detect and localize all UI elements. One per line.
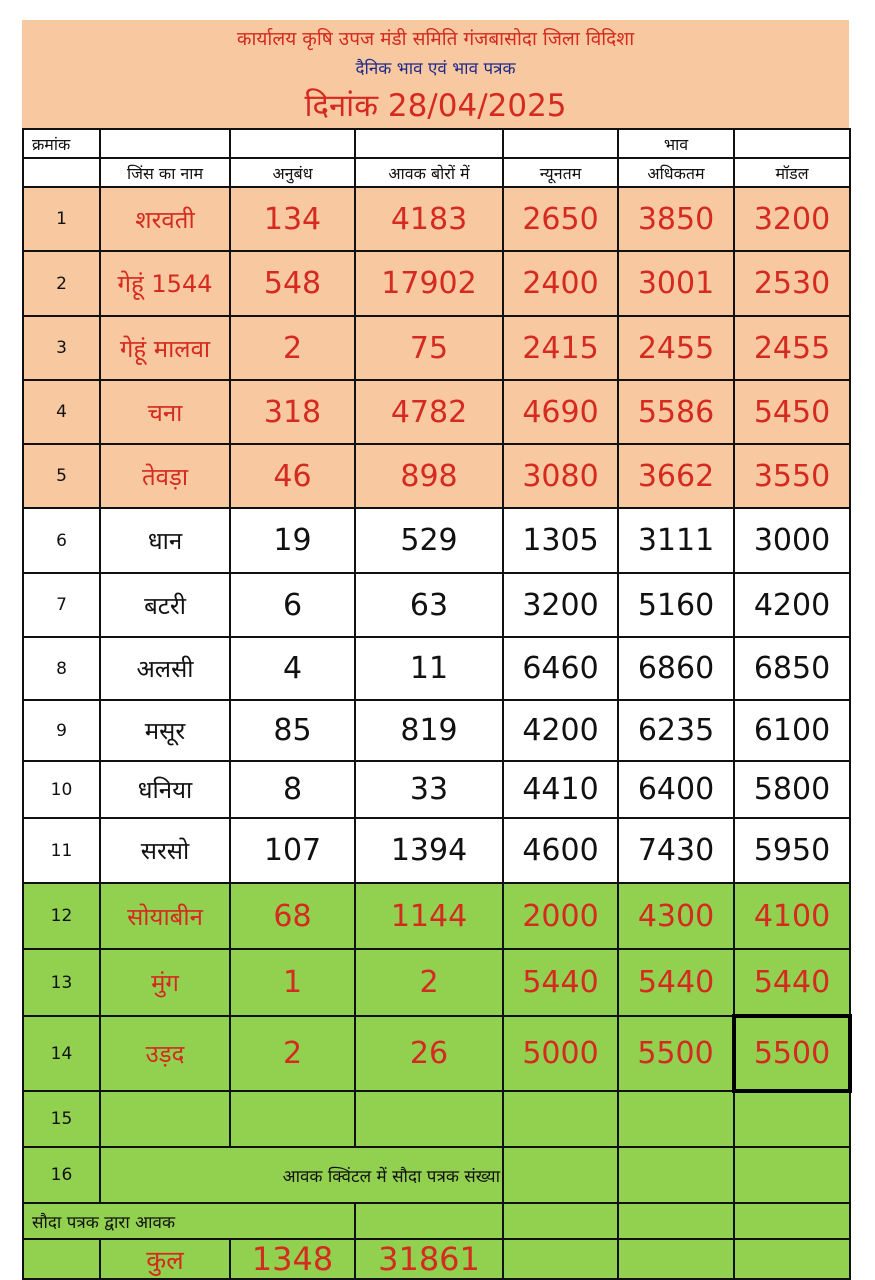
min-price-cell: 5000 [503,1016,618,1091]
contract-cell: 68 [230,883,355,949]
min-price-cell: 4690 [503,380,618,444]
model-price-cell: 4100 [734,883,850,949]
total-contract: 1348 [230,1239,355,1279]
contract-cell: 4 [230,637,355,700]
contract-cell: 134 [230,187,355,251]
model-price-cell: 5440 [734,949,850,1016]
contract-cell: 107 [230,818,355,883]
crop-name-cell: सोयाबीन [100,883,230,949]
empty-cell [355,129,503,158]
min-price-cell: 4410 [503,761,618,818]
crop-name-cell: तेवड़ा [100,444,230,508]
model-price-cell: 2530 [734,251,850,316]
arrival-cell: 1144 [355,883,503,949]
empty-cell [503,1203,618,1239]
crop-name-cell: अलसी [100,637,230,700]
crop-name-cell: सरसो [100,818,230,883]
contract-cell: 318 [230,380,355,444]
model-price-cell: 3200 [734,187,850,251]
max-price-cell: 3001 [618,251,734,316]
max-price-cell: 3111 [618,508,734,573]
arrival-cell: 17902 [355,251,503,316]
crop-name-cell: मसूर [100,700,230,761]
crop-name-cell: उड़द [100,1016,230,1091]
contract-cell: 1 [230,949,355,1016]
serial-cell: 3 [23,316,100,380]
min-price-cell: 4600 [503,818,618,883]
contract-cell: 2 [230,1016,355,1091]
arrival-cell: 819 [355,700,503,761]
crop-name-cell: धनिया [100,761,230,818]
col-max-header: अधिकतम [618,158,734,187]
price-table [22,128,852,1280]
crop-name-cell: चना [100,380,230,444]
empty-cell [734,129,850,158]
table-row [23,700,850,761]
empty-cell [503,1147,618,1203]
arrival-cell: 4782 [355,380,503,444]
max-price-cell: 5586 [618,380,734,444]
arrival-quintal-label: आवक क्विंटल में सौदा पत्रक संख्या [100,1147,503,1203]
serial-cell: 2 [23,251,100,316]
arrival-cell: 75 [355,316,503,380]
arrival-cell: 898 [355,444,503,508]
crop-name-cell: शरवती [100,187,230,251]
empty-cell [100,129,230,158]
table-row [23,1016,850,1091]
empty-cell [618,1091,734,1147]
min-price-cell: 4200 [503,700,618,761]
table-row [23,883,850,949]
col-arrival-header: आवक बोरों में [355,158,503,187]
serial-cell: 12 [23,883,100,949]
contract-cell: 19 [230,508,355,573]
empty-cell [23,158,100,187]
col-model-header: मॉडल [734,158,850,187]
serial-cell: 9 [23,700,100,761]
min-price-cell: 6460 [503,637,618,700]
serial-cell: 6 [23,508,100,573]
serial-cell: 4 [23,380,100,444]
max-price-cell: 6860 [618,637,734,700]
header-row-2 [23,158,850,187]
max-price-cell: 6235 [618,700,734,761]
max-price-cell: 3850 [618,187,734,251]
empty-cell [734,1203,850,1239]
empty-cell [23,1239,100,1279]
header-row-1 [23,129,850,158]
col-serial-header: क्रमांक [23,129,100,158]
serial-cell: 11 [23,818,100,883]
empty-cell [734,1091,850,1147]
min-price-cell: 1305 [503,508,618,573]
model-price-cell: 5500 [734,1016,850,1091]
model-price-cell: 3550 [734,444,850,508]
table-row [23,818,850,883]
total-label: कुल [100,1239,230,1279]
contract-cell: 2 [230,316,355,380]
min-price-cell: 2650 [503,187,618,251]
sauda-label: सौदा पत्रक द्वारा आवक [23,1203,355,1239]
col-contract-header: अनुबंध [230,158,355,187]
crop-name-cell: मुंग [100,949,230,1016]
empty-cell [503,129,618,158]
max-price-cell: 3662 [618,444,734,508]
serial-cell: 14 [23,1016,100,1091]
model-price-cell: 4200 [734,573,850,637]
max-price-cell: 6400 [618,761,734,818]
table-row [23,187,850,251]
crop-name-cell: गेहूं 1544 [100,251,230,316]
serial-cell: 1 [23,187,100,251]
serial-cell: 5 [23,444,100,508]
table-row [23,380,850,444]
contract-cell: 46 [230,444,355,508]
office-title: कार्यालय कृषि उपज मंडी समिति गंजबासोदा जिला विदिशा [236,28,635,50]
col-price-group-header: भाव [618,129,734,158]
table-row [23,444,850,508]
empty-cell [734,1147,850,1203]
empty-cell [618,1239,734,1279]
arrival-cell: 11 [355,637,503,700]
table-row [23,949,850,1016]
price-sheet [22,20,849,1278]
crop-name-cell: बटरी [100,573,230,637]
table-row-empty [23,1091,850,1147]
arrival-cell: 1394 [355,818,503,883]
min-price-cell: 2400 [503,251,618,316]
sheet-header [22,20,849,128]
total-row [23,1239,850,1279]
max-price-cell: 2455 [618,316,734,380]
max-price-cell: 5440 [618,949,734,1016]
arrival-cell: 529 [355,508,503,573]
sheet-subtitle: दैनिक भाव एवं भाव पत्रक [355,59,516,79]
empty-cell [503,1239,618,1279]
model-price-cell: 5950 [734,818,850,883]
min-price-cell: 3200 [503,573,618,637]
model-price-cell: 5450 [734,380,850,444]
max-price-cell: 5500 [618,1016,734,1091]
arrival-cell: 4183 [355,187,503,251]
model-price-cell: 3000 [734,508,850,573]
serial-cell: 10 [23,761,100,818]
empty-cell [230,129,355,158]
serial-cell: 7 [23,573,100,637]
total-arrival: 31861 [355,1239,503,1279]
empty-cell [618,1203,734,1239]
contract-cell: 548 [230,251,355,316]
empty-cell [355,1091,503,1147]
max-price-cell: 5160 [618,573,734,637]
contract-cell: 85 [230,700,355,761]
max-price-cell: 7430 [618,818,734,883]
min-price-cell: 2000 [503,883,618,949]
table-row [23,508,850,573]
crop-name-cell: गेहूं मालवा [100,316,230,380]
arrival-cell: 33 [355,761,503,818]
model-price-cell: 6850 [734,637,850,700]
crop-name-cell: धान [100,508,230,573]
empty-cell [355,1203,503,1239]
empty-cell [503,1091,618,1147]
table-row-summary [23,1147,850,1203]
serial-cell: 8 [23,637,100,700]
serial-cell: 13 [23,949,100,1016]
arrival-cell: 26 [355,1016,503,1091]
min-price-cell: 5440 [503,949,618,1016]
empty-cell [734,1239,850,1279]
contract-cell: 8 [230,761,355,818]
sauda-row [23,1203,850,1239]
table-row [23,251,850,316]
sheet-date: दिनांक 28/04/2025 [304,88,567,124]
table-row [23,573,850,637]
arrival-cell: 2 [355,949,503,1016]
table-row [23,637,850,700]
min-price-cell: 3080 [503,444,618,508]
serial-cell: 16 [23,1147,100,1203]
model-price-cell: 6100 [734,700,850,761]
model-price-cell: 2455 [734,316,850,380]
min-price-cell: 2415 [503,316,618,380]
col-min-header: न्यूनतम [503,158,618,187]
serial-cell: 15 [23,1091,100,1147]
empty-cell [100,1091,230,1147]
col-name-header: जिंस का नाम [100,158,230,187]
arrival-cell: 63 [355,573,503,637]
empty-cell [230,1091,355,1147]
model-price-cell: 5800 [734,761,850,818]
empty-cell [618,1147,734,1203]
table-row [23,761,850,818]
contract-cell: 6 [230,573,355,637]
max-price-cell: 4300 [618,883,734,949]
table-row [23,316,850,380]
